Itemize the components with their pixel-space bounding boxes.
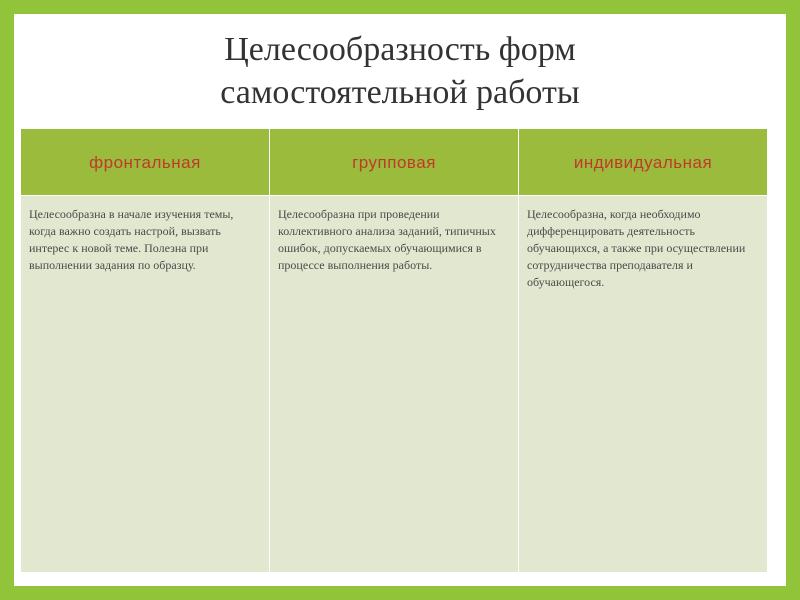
cell-frontal: Целесообразна в начале изучения темы, когда важно создать настрой, вызвать интерес к новой теме. Полезна при выполнении задания по образцу.	[29, 207, 234, 272]
header-frontal: фронтальная	[89, 152, 201, 172]
cell-individual: Целесообразна, когда необходимо дифференцировать деятельность обучающихся, а также при осуществлении сотрудничества преподавателя и обучающегося.	[527, 207, 746, 289]
cell-group: Целесообразна при проведении коллективного анализа заданий, типичных ошибок, допускаемых обучающимися в процессе выполнения работы.	[278, 207, 496, 272]
header-group: групповая	[352, 152, 436, 172]
slide-title-line-1: Целесообразность форм	[224, 31, 576, 68]
column-divider-1	[269, 129, 270, 572]
row-divider	[21, 195, 767, 196]
table-header-row	[21, 129, 767, 196]
header-individual: индивидуальная	[573, 152, 713, 172]
column-divider-2	[518, 129, 519, 572]
slide-title-line-2: самостоятельной работы	[220, 74, 580, 111]
table-row	[21, 196, 767, 572]
forms-table	[20, 128, 768, 571]
